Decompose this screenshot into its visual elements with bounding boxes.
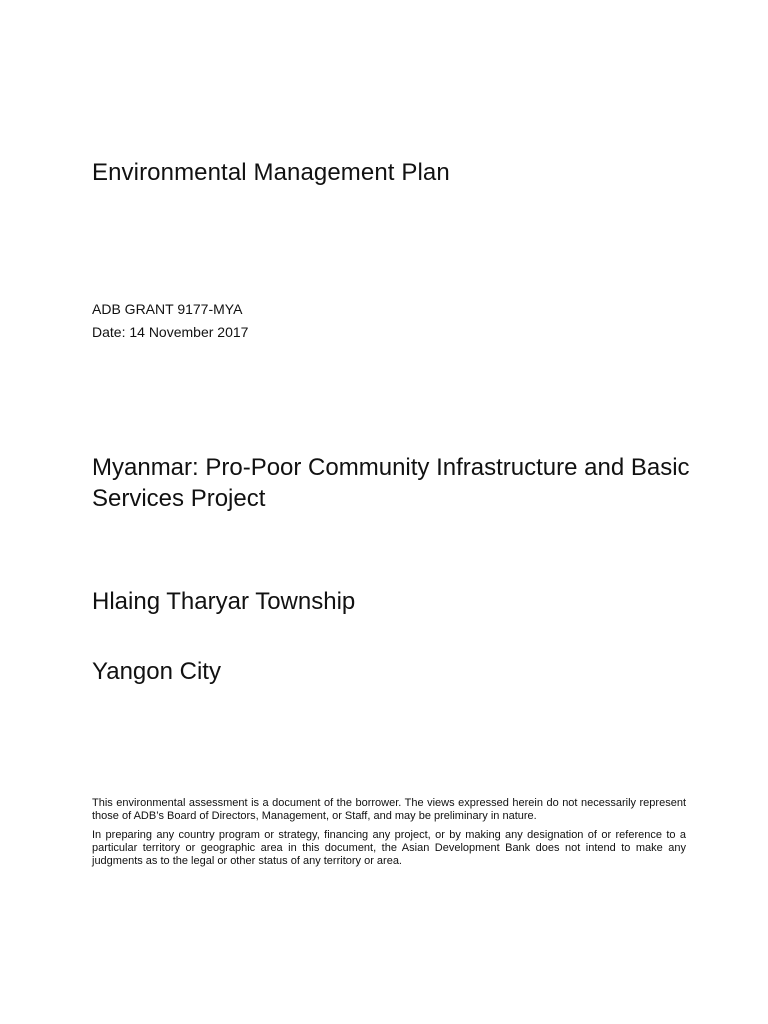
document-title: Environmental Management Plan	[92, 159, 450, 186]
document-date: Date: 14 November 2017	[92, 324, 249, 340]
grant-number: ADB GRANT 9177-MYA	[92, 301, 243, 317]
project-title: Myanmar: Pro-Poor Community Infrastructure and Basic Services Project	[92, 454, 690, 512]
township-name: Hlaing Tharyar Township	[92, 588, 356, 615]
disclaimer-paragraph: This environmental assessment is a document of the borrower. The views expressed herein do not necessarily represent those of ADB’s Board of Directors, Management, or Staff, and may be preliminary in nature.	[92, 797, 686, 822]
disclaimer-paragraph: In preparing any country program or strategy, financing any project, or by making any designation of or reference to a particular territory or geographic area in this document, the Asian Development Bank does not intend to make any judgments as to the legal or other status of any territory or area.	[92, 829, 686, 867]
city-name: Yangon City	[92, 658, 221, 685]
